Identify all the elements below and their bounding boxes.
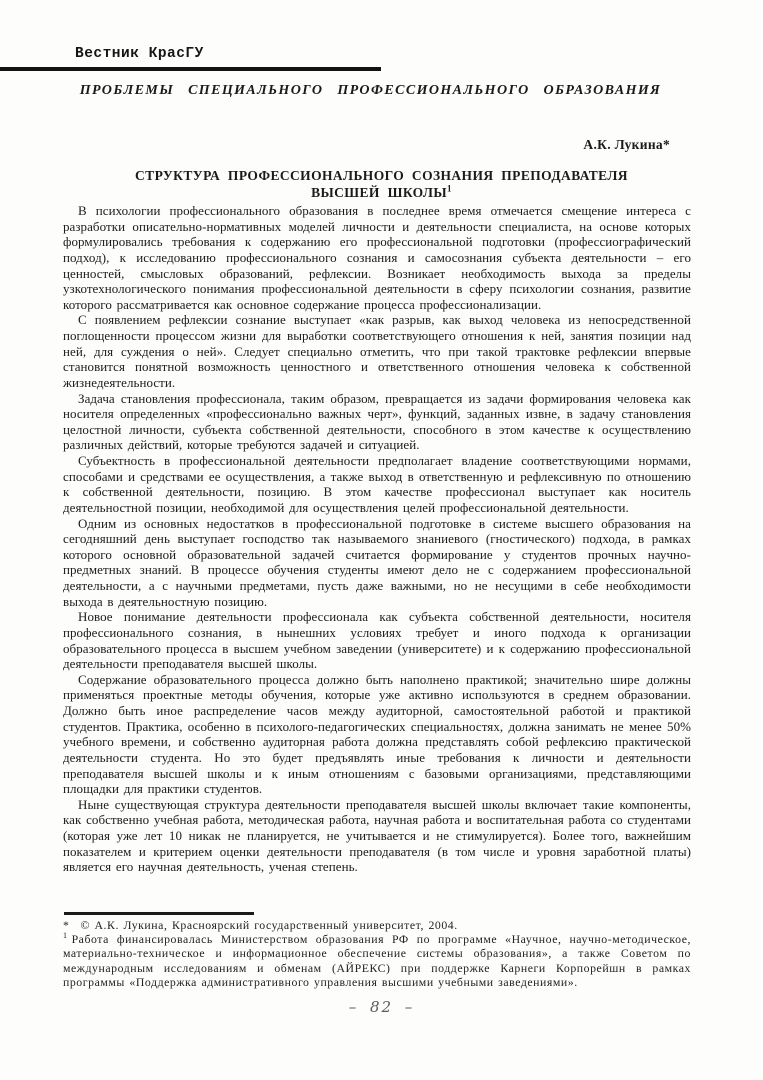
paragraph-3: Задача становления профессионала, таким образом, превращается из задачи формирования человека как носителя определенных «профессионально важных черт», функций, заданных извне, в задачу становления целостной личности, субъекта собственной деятельности, способного в этом качестве к осуществлению различных действий, которые требуются задачей и ситуацией. (63, 390, 691, 453)
section-title: ПРОБЛЕМЫ СПЕЦИАЛЬНОГО ПРОФЕССИОНАЛЬНОГО ОБРАЗОВАНИЯ (79, 83, 662, 98)
footnote-funding-marker: 1 (63, 931, 68, 941)
paragraph-6: Новое понимание деятельности профессионала как субъекта собственной деятельности, носителя профессионального сознания, в нынешних условиях требует и иного подхода к организации образовательного процесса в высшем учебном заведении (университете) и к содержанию профессиональной деятельности преподавателя высшей школы. (63, 609, 691, 672)
footnote-copyright (63, 918, 691, 932)
footnote-rule (64, 912, 254, 915)
article-title (102, 168, 662, 201)
journal-name: Вестник КрасГУ (75, 46, 204, 62)
article-body (0, 203, 763, 875)
title-footnote-mark: 1 (447, 183, 452, 193)
article-title-line1: СТРУКТУРА ПРОФЕССИОНАЛЬНОГО СОЗНАНИЯ ПРЕПОДАВАТЕЛЯ (135, 168, 628, 183)
paragraph-4: Субъектность в профессиональной деятельности предполагает владение соответствующими нормами, способами и средствами ее осуществления, а также выход в ответственную и рефлексивную по отношению к собственной деятельности, позицию. В этом качестве профессионал выступает как носитель деятельностной позиции, необходимой для осуществления целей профессиональной деятельности. (63, 453, 691, 515)
paragraph-1: В психологии профессионального образования в последнее время отмечается смещение интереса с разработки описательно-нормативных моделей личности и деятельности специалиста, на основе которых формулировались требования к содержанию его профессиональной подготовки (профессиографический подход), к исследованию профессионального сознания и самосознания субъекта деятельности – его ценностей, смысловых образований, рефлексии. Возникает необходимость выхода за пределы узкотехнологического понимания профессиональной деятельности в сферу психологии сознания, развитие которого рассматривается как основное содержание процесса профессионализации. (63, 203, 691, 312)
footnote-copyright-marker: * (63, 918, 70, 932)
footnote-funding-text: Работа финансировалась Министерством образования РФ по программе «Научное, научно-методическое, материально-техническое и информационное обеспечение системы образования», а также Советом по международным исследованиям и обменам (АЙРЕКС) при поддержке Карнеги Корпорейшн в рамках программы «Поддержка административного управления высшими учебными заведениями». (63, 932, 691, 989)
article-title-line2-wrap (102, 185, 662, 202)
article-title-line2: ВЫСШЕЙ ШКОЛЫ (311, 184, 448, 200)
paragraph-7: Содержание образовательного процесса должно быть наполнено практикой; значительно шире должны применяться проектные методы обучения, которые уже активно используются в среднем образовании. Должно быть иное распределение часов между аудиторной, самостоятельной работой и практикой студентов. Практика, особенно в психолого-педагогических специальностях, должна занимать не менее 50% учебного времени, и собственно аудиторная работа должна представлять собой рефлексию практической деятельности студента. Но это будет предъявлять иные требования к личности и деятельности преподавателя высшей школы и к иным отношениям с базовыми организациями, представляющими площадки для практики студентов. (63, 671, 691, 797)
paragraph-5: Одним из основных недостатков в профессиональной подготовке в системе высшего образования на сегодняшний день выступает господство так называемого знаниевого (гностического) подхода, в рамках которого основной образовательной задачей считается формирование у студентов прочных научно-предметных знаний. В процессе обучения студенты имеют дело не с содержанием профессиональной деятельности, а с научными предметами, пусть даже важными, но не несущими в себе необходимости выхода в деятельностную позицию. (63, 515, 691, 609)
footnote-funding (63, 932, 691, 989)
header-rule (0, 67, 381, 71)
footnote-copyright-text: © А.К. Лукина, Красноярский государственный университет, 2004. (80, 918, 458, 932)
page-number: – 82 – (348, 998, 415, 1016)
author-name: А.К. Лукина* (583, 137, 670, 152)
paragraph-2: С появлением рефлексии сознание выступает «как разрыв, как выход человека из непосредственной поглощенности процессом жизни для выработки соответствующего отношения к ней, занятия позиции над ней, для суждения о ней». Следует специально отметить, что при такой трактовке рефлексии впервые становится понятной возможность ценностного и ответственного отношения человека к собственной жизнедеятельности. (63, 312, 691, 390)
paragraph-8: Ныне существующая структура деятельности преподавателя высшей школы включает такие компоненты, как собственно учебная работа, методическая работа, научная работа и воспитательная работа со студентами (которая уже лет 10 никак не планируется, не учитывается и не стимулируется). Более того, важнейшим показателем и критерием оценки деятельности преподавателя (в том числе и уровня заработной платы) является его научная деятельность, ученая степень. (63, 796, 691, 875)
footnote-area (0, 912, 763, 989)
footnotes-block (0, 918, 763, 989)
